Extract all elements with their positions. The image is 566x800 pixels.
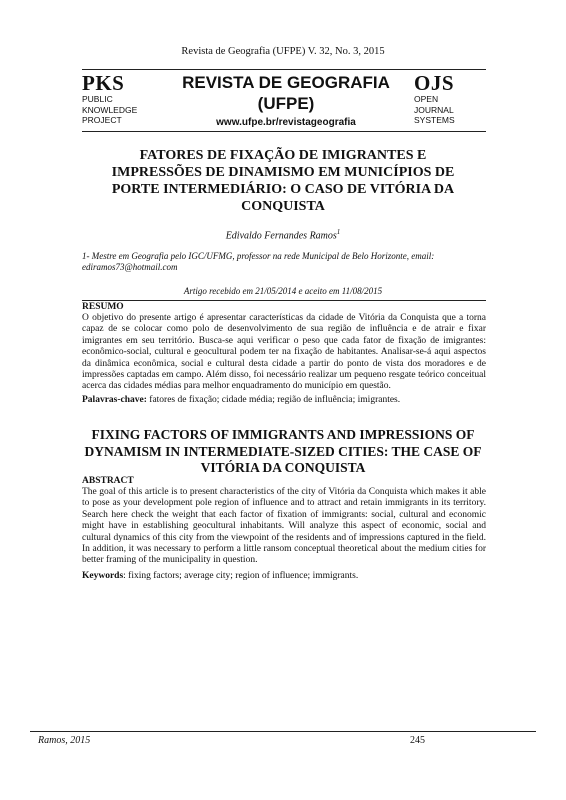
resumo-top-rule [82, 300, 486, 301]
abstract-heading: ABSTRACT [82, 476, 134, 486]
footer-author: Ramos, 2015 [38, 735, 91, 746]
journal-name-line-2: (UFPE) [257, 94, 315, 113]
pks-line-3: PROJECT [82, 115, 122, 125]
footer-rule [30, 731, 536, 732]
title-pt-line-3: PORTE INTERMEDIÁRIO: O CASO DE VITÓRIA DA [111, 182, 455, 197]
journal-masthead [166, 72, 406, 128]
pks-line-1: PUBLIC [82, 94, 113, 104]
keywords-en-text: : fixing factors; average city; region of influence; immigrants. [123, 571, 359, 581]
pks-logo [82, 72, 162, 126]
pks-line-2: KNOWLEDGE [82, 104, 138, 115]
masthead-bottom-rule [82, 131, 486, 132]
resumo-body: O objetivo do presente artigo é apresentar características da cidade de Vitória da Conquista que a torna capaz de se colocar como polo de desenvolvimento de sua região de influência e de atrair e fixar imigrantes em seu território. Busca-se aqui verificar o peso que cada fator de fixação de imigrantes: econômico-social, cultural e geocultural podem ter na fixação de habitantes. Analisar-se-á aqui aspectos da dinâmica econômica, social e cultural desta cidade a partir do ponto de vista dos moradores e de impressões captadas em campo. Além disso, foi necessário realizar um pequeno resgate teórico conceitual acerca das cidades médias para melhor enquadramento do município em questão. [82, 313, 486, 392]
page-number: 245 [410, 735, 425, 746]
author-footnote-mark: 1 [336, 228, 341, 236]
ojs-line-1: OPEN [414, 94, 439, 104]
title-pt-line-1: FATORES DE FIXAÇÃO DE IMIGRANTES E [139, 148, 427, 163]
title-pt-line-4: CONQUISTA [241, 199, 325, 214]
keywords-pt-label: Palavras-chave: [82, 395, 147, 405]
journal-name-line-1: REVISTA DE GEOGRAFIA [182, 73, 390, 92]
ojs-line-3: SYSTEMS [414, 115, 455, 125]
pks-abbr: PKS [82, 71, 125, 95]
ojs-abbr: OJS [414, 71, 455, 95]
abstract-body: The goal of this article is to present characteristics of the city of Vitória da Conquista which makes it able to pose as your development pole region of influence and to attract and retain immigrants in its territory. Search here check the weight that each factor of fixation of immigrants: social, cultural and economic might have in establishing geocultural inhabitants. Will analyze this aspect of economic, social and cultural dynamics of this city from the viewpoint of the residents and of impressions captured in the field. In addition, it was necessary to perform a little ransom conceptual theoretical about the medium cities for better framing of the municipality in question. [82, 487, 486, 566]
title-pt-line-2: IMPRESSÕES DE DINAMISMO EM MUNICÍPIOS DE [111, 165, 455, 180]
article-title-pt [60, 147, 506, 215]
article-title-en [70, 427, 496, 477]
author-name: Edivaldo Fernandes Ramos [225, 230, 337, 242]
ojs-line-2: JOURNAL [414, 104, 454, 115]
keywords-pt [82, 395, 486, 406]
journal-url: www.ufpe.br/revistageografia [216, 117, 356, 128]
running-head: Revista de Geografia (UFPE) V. 32, No. 3, 2015 [181, 46, 385, 57]
received-accepted-dates: Artigo recebido em 21/05/2014 e aceito em 11/08/2015 [183, 286, 383, 296]
author-affiliation: 1- Mestre em Geografia pelo IGC/UFMG, professor na rede Municipal de Belo Horizonte, email: ediramos73@hotmail.com [82, 251, 435, 272]
masthead-top-rule [82, 69, 486, 70]
title-en-line-2: DYNAMISM IN INTERMEDIATE-SIZED CITIES: THE CASE OF [84, 443, 482, 459]
title-en-line-1: FIXING FACTORS OF IMMIGRANTS AND IMPRESSIONS OF [91, 427, 475, 442]
keywords-pt-text: fatores de fixação; cidade média; região de influência; imigrantes. [149, 395, 401, 405]
resumo-heading: RESUMO [82, 302, 124, 312]
ojs-logo [414, 72, 504, 126]
keywords-en [82, 571, 486, 582]
keywords-en-label: Keywords [82, 571, 124, 581]
title-en-line-3: VITÓRIA DA CONQUISTA [200, 460, 366, 475]
author-line [0, 228, 566, 241]
